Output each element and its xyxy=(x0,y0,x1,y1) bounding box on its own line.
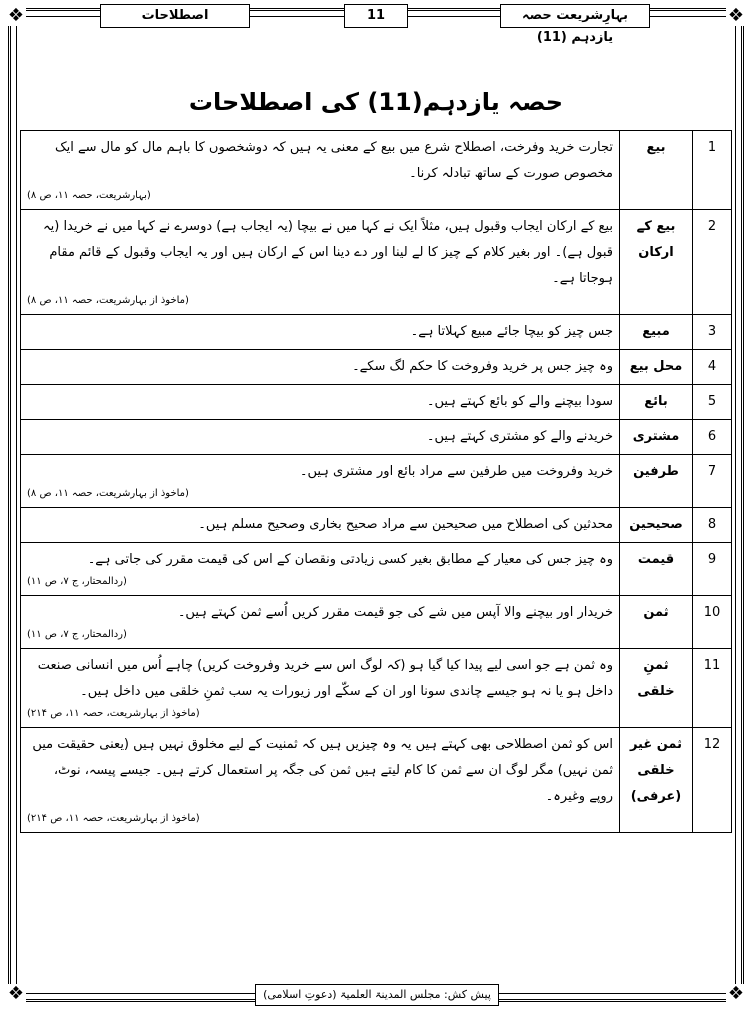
term-name: طرفین xyxy=(620,455,693,508)
corner-ornament-icon: ❖ xyxy=(727,5,745,26)
term-definition: جس چیز کو بیچا جائے مبیع کہلاتا ہے۔ xyxy=(410,324,613,339)
term-definition: خرید وفروخت میں طرفین سے مراد بائع اور مشتری ہیں۔ xyxy=(299,464,613,479)
term-definition-cell xyxy=(21,210,620,315)
table-row xyxy=(21,131,732,210)
table-row xyxy=(21,543,732,596)
term-name: صحیحین xyxy=(620,508,693,543)
table-row xyxy=(21,350,732,385)
reference-citation: (ماخوذ از بہارشریعت، حصہ ۱۱، ص ۸) xyxy=(27,488,189,499)
reference-citation: (ردالمحتار، ج ۷، ص ۱۱) xyxy=(27,629,127,640)
term-definition: وہ چیز جس پر خرید وفروخت کا حکم لگ سکے۔ xyxy=(352,359,613,374)
table-row xyxy=(21,728,732,833)
term-definition: خریدار اور بیچنے والا آپس میں شے کی جو قیمت مقرر کریں اُسے ثمن کہتے ہیں۔ xyxy=(177,605,613,620)
row-number: 12 xyxy=(693,728,732,833)
term-name: مبیع xyxy=(620,315,693,350)
corner-ornament-icon: ❖ xyxy=(7,5,25,26)
table-row xyxy=(21,508,732,543)
term-definition: بیع کے ارکان ایجاب وقبول ہیں، مثلاً ایک نے کہا میں نے بیچا (یہ ایجاب ہے) دوسرے نے کہا میں نے خریدا (یہ قبول ہے)۔ اور بغیر کلام کے چیز کا لے لینا اور دے دینا اس کے ارکان ہیں اور یہ ایجاب وقبول کے قائم مقام ہوجاتا ہے۔ xyxy=(43,219,613,286)
term-definition: اس کو ثمن اصطلاحی بھی کہتے ہیں یہ وہ چیزیں ہیں کہ ثمنیت کے لیے مخلوق نہیں ہیں (یعنی حقیقت میں ثمن نہیں) مگر لوگ ان سے ثمن کا کام لیتے ہیں ثمن کی جگہ پر استعمال کرتے ہیں۔ جیسے پیسہ، نوٹ، روپے وغیرہ۔ xyxy=(32,737,613,804)
header-book-title: بہارِشریعت حصہ یازدہم (11) xyxy=(500,4,650,28)
corner-ornament-icon: ❖ xyxy=(727,983,745,1004)
term-definition-cell xyxy=(21,728,620,833)
row-number: 2 xyxy=(693,210,732,315)
table-row xyxy=(21,385,732,420)
row-number: 10 xyxy=(693,596,732,649)
term-definition-cell xyxy=(21,420,620,455)
table-row xyxy=(21,420,732,455)
term-definition-cell xyxy=(21,385,620,420)
term-name: قیمت xyxy=(620,543,693,596)
row-number: 1 xyxy=(693,131,732,210)
term-definition: وہ چیز جس کی معیار کے مطابق بغیر کسی زیادتی ونقصان کے اس کی قیمت مقرر کی جاتی ہے۔ xyxy=(87,552,613,567)
term-name: محل بیع xyxy=(620,350,693,385)
table-row xyxy=(21,649,732,728)
reference-citation: (بہارشریعت، حصہ ۱۱، ص ۸) xyxy=(27,190,151,201)
term-definition-cell xyxy=(21,596,620,649)
reference-citation: (ردالمحتار، ج ۷، ص ۱۱) xyxy=(27,576,127,587)
table-row xyxy=(21,210,732,315)
reference-citation: (ماخوذ از بہارشریعت، حصہ ۱۱، ص ۸) xyxy=(27,295,189,306)
row-number: 3 xyxy=(693,315,732,350)
row-number: 7 xyxy=(693,455,732,508)
term-definition: محدثین کی اصطلاح میں صحیحین سے مراد صحیح بخاری وصحیح مسلم ہیں۔ xyxy=(198,517,613,532)
page-title: حصہ یازدہم(11) کی اصطلاحات xyxy=(188,88,564,116)
term-definition: سودا بیچنے والے کو بائع کہتے ہیں۔ xyxy=(426,394,613,409)
row-number: 4 xyxy=(693,350,732,385)
term-definition-cell xyxy=(21,649,620,728)
term-definition-cell xyxy=(21,350,620,385)
corner-ornament-icon: ❖ xyxy=(7,983,25,1004)
row-number: 9 xyxy=(693,543,732,596)
row-number: 8 xyxy=(693,508,732,543)
term-definition-cell xyxy=(21,455,620,508)
terms-table xyxy=(20,130,732,833)
reference-citation: (ماخوذ از بہارشریعت، حصہ ۱۱، ص ۲۱۴) xyxy=(27,708,200,719)
row-number: 6 xyxy=(693,420,732,455)
term-definition-cell xyxy=(21,131,620,210)
term-definition: خریدنے والے کو مشتری کہتے ہیں۔ xyxy=(426,429,613,444)
term-name: ثمن غیر خلقی (عرفی) xyxy=(620,728,693,833)
footer-publisher: پیش کش: مجلس المدینۃ العلمیۃ (دعوتِ اسلامی) xyxy=(255,984,499,1006)
term-name: ثمن xyxy=(620,596,693,649)
term-definition: تجارت خرید وفرخت، اصطلاح شرع میں بیع کے معنی یہ ہیں کہ دوشخصوں کا باہم مال کو مال سے ایک مخصوص صورت کے ساتھ تبادلہ کرنا۔ xyxy=(54,140,613,181)
term-name: بیع کے ارکان xyxy=(620,210,693,315)
header-page-number: 11 xyxy=(344,4,408,28)
header-section-title: اصطلاحات xyxy=(100,4,250,28)
term-definition-cell xyxy=(21,315,620,350)
table-row xyxy=(21,455,732,508)
term-name: ثمنِ خلقی xyxy=(620,649,693,728)
term-definition: وہ ثمن ہے جو اسی لیے پیدا کیا گیا ہو (کہ لوگ اس سے خرید وفروخت کریں) چاہے اُس میں انسانی صنعت داخل ہو یا نہ ہو جیسے چاندی سونا اور ان کے سکّے اور زیورات یہ سب ثمنِ خلقی میں داخل ہیں۔ xyxy=(37,658,613,699)
term-name: بائع xyxy=(620,385,693,420)
term-definition-cell xyxy=(21,508,620,543)
row-number: 11 xyxy=(693,649,732,728)
term-name: بیع xyxy=(620,131,693,210)
table-row xyxy=(21,315,732,350)
term-definition-cell xyxy=(21,543,620,596)
term-name: مشتری xyxy=(620,420,693,455)
row-number: 5 xyxy=(693,385,732,420)
table-row xyxy=(21,596,732,649)
reference-citation: (ماخوذ از بہارشریعت، حصہ ۱۱، ص ۲۱۴) xyxy=(27,813,200,824)
